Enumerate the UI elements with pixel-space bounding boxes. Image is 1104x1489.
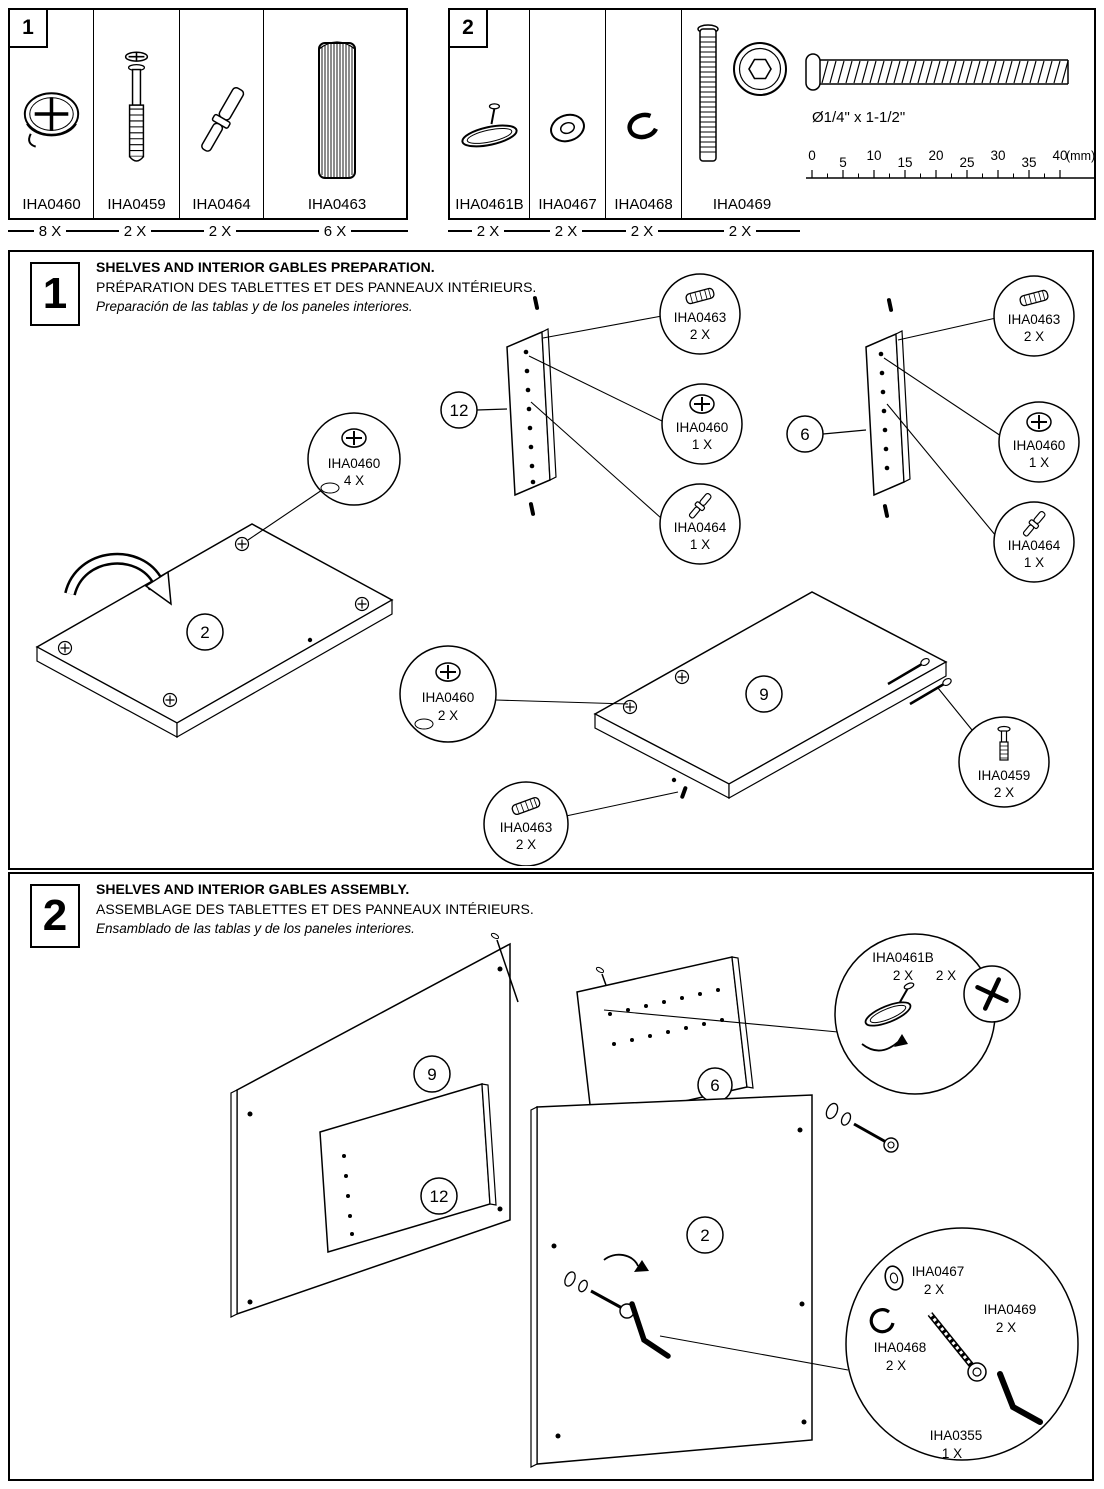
callout-p12-dowel	[660, 274, 740, 354]
cam-lock-icon	[436, 663, 460, 681]
svg-text:2 X: 2 X	[995, 1320, 1017, 1335]
part-label: IHA0459	[107, 196, 166, 213]
part-label: IHA0468	[614, 196, 673, 213]
hardware-box-2	[448, 8, 1096, 220]
callout-p12-pin	[660, 484, 740, 564]
hardware-item-iha0464	[180, 10, 264, 218]
mm-ruler	[806, 148, 1095, 178]
part-label: IHA0467	[538, 196, 597, 213]
step-2-number: 2	[30, 884, 80, 948]
cam-lock-icon	[1027, 413, 1051, 431]
panel-12-drawing	[507, 296, 556, 517]
svg-text:6: 6	[710, 1076, 720, 1095]
svg-text:IHA0464: IHA0464	[1007, 538, 1061, 553]
connector-bolt-icon	[682, 11, 802, 196]
step-1-number: 1	[30, 262, 80, 326]
nail-glide-icon	[450, 66, 529, 196]
callout-p6-pin	[994, 502, 1074, 582]
cam-lock-icon	[10, 36, 93, 196]
svg-text:IHA0463: IHA0463	[673, 310, 727, 325]
ruler-tick-label: 10	[866, 148, 882, 163]
svg-text:IHA0468: IHA0468	[873, 1340, 927, 1355]
wood-dowel-icon-wrap	[264, 10, 410, 196]
hardware-item-iha0467	[530, 10, 606, 218]
hardware-item-iha0463	[264, 10, 410, 218]
svg-text:IHA0463: IHA0463	[1007, 312, 1061, 327]
cam-bolt-icon-wrap	[94, 10, 179, 196]
connector-bolt-icon-wrap	[682, 10, 802, 196]
svg-text:1 X: 1 X	[1023, 555, 1045, 570]
screw-spec-and-ruler	[802, 10, 1098, 218]
ruler-tick-label: 25	[959, 155, 975, 170]
screw-spec-label: Ø1/4" x 1-1/2"	[812, 109, 906, 126]
svg-text:1 X: 1 X	[1028, 455, 1050, 470]
svg-text:IHA0459: IHA0459	[977, 768, 1031, 783]
ruler-tick-label: 40	[1052, 148, 1068, 163]
panel-12-number	[441, 392, 507, 428]
qty-label: 2 X	[208, 222, 232, 240]
svg-text:2 X: 2 X	[437, 708, 459, 723]
panel-2-number	[687, 1217, 723, 1253]
ruler-tick-label: 15	[897, 155, 913, 170]
svg-text:IHA0460: IHA0460	[327, 456, 381, 471]
svg-text:2 X: 2 X	[892, 968, 914, 983]
qty-label: 2 X	[476, 222, 500, 240]
hardware-item-iha0469	[682, 10, 802, 218]
panel-2-number	[187, 614, 223, 650]
panel-6-number	[787, 416, 866, 452]
svg-text:1 X: 1 X	[941, 1446, 963, 1461]
lock-washer-icon	[606, 66, 681, 196]
part-label: IHA0469	[712, 196, 772, 213]
ruler-unit-label: (mm)	[1066, 149, 1096, 163]
hardware-box-1-number: 1	[10, 10, 48, 48]
flat-washer-icon-wrap	[530, 10, 605, 196]
svg-text:1 X: 1 X	[691, 437, 713, 452]
ruler-tick-label: 20	[928, 148, 944, 163]
svg-text:IHA0460: IHA0460	[421, 690, 475, 705]
flat-washer-icon	[530, 66, 605, 196]
hardware-box-2-quantities	[448, 221, 800, 241]
hardware-item-iha0468	[606, 10, 682, 218]
panel-9-number	[746, 676, 782, 712]
lock-washer-icon-wrap	[606, 10, 681, 196]
ruler-tick-label: 35	[1021, 155, 1037, 170]
svg-text:IHA0461B: IHA0461B	[872, 950, 934, 965]
svg-text:2 X: 2 X	[515, 837, 537, 852]
callout-p9-dowel	[484, 782, 568, 866]
svg-text:IHA0469: IHA0469	[983, 1302, 1037, 1317]
svg-text:9: 9	[427, 1065, 437, 1084]
svg-text:1 X: 1 X	[689, 537, 711, 552]
step-1-title-fr: PRÉPARATION DES TABLETTES ET DES PANNEAUX INTÉRIEURS.	[96, 279, 537, 295]
lag-screw-drawing	[806, 54, 1068, 90]
svg-text:IHA0464: IHA0464	[673, 520, 727, 535]
svg-text:9: 9	[759, 685, 769, 704]
hardware-box-2-number: 2	[450, 10, 488, 48]
callout-p12-cam	[662, 384, 742, 464]
step2-diagram	[10, 874, 1092, 1477]
svg-text:IHA0463: IHA0463	[499, 820, 553, 835]
callout-p2-cam	[308, 413, 400, 505]
step-2-title-es: Ensamblado de las tablas y de los paneles interiores.	[96, 921, 415, 936]
cam-lock-icon	[342, 429, 366, 447]
callout-bolt-hardware	[846, 1228, 1078, 1461]
qty-label: 2 X	[728, 222, 752, 240]
svg-text:2: 2	[700, 1226, 710, 1245]
svg-text:2 X: 2 X	[1023, 329, 1045, 344]
part-label: IHA0460	[22, 196, 81, 213]
panel-6-number	[698, 1068, 732, 1102]
panel-6-drawing	[866, 298, 910, 519]
qty-label: 8 X	[38, 222, 62, 240]
part-label: IHA0463	[307, 196, 367, 213]
dowel-pin-icon	[180, 36, 263, 196]
svg-text:2 X: 2 X	[689, 327, 711, 342]
svg-text:IHA0355: IHA0355	[929, 1428, 983, 1443]
svg-text:IHA0460: IHA0460	[1012, 438, 1066, 453]
ruler-tick-label: 5	[839, 155, 847, 170]
svg-text:2 X: 2 X	[923, 1282, 945, 1297]
step-2-section	[8, 872, 1094, 1481]
svg-text:2: 2	[200, 623, 210, 642]
dowel-pin-icon-wrap	[180, 10, 263, 196]
bolt-washer-assembly-top	[824, 1102, 898, 1152]
callout-p9-bolt	[959, 717, 1049, 807]
cam-bolt-icon	[94, 36, 179, 196]
ruler-tick-label: 30	[990, 148, 1006, 163]
part-label: IHA0464	[192, 196, 251, 213]
part-label: IHA0461B	[455, 196, 524, 213]
qty-label: 2 X	[630, 222, 654, 240]
hardware-box-1	[8, 8, 408, 220]
ruler-drawing	[802, 10, 1098, 218]
svg-text:IHA0467: IHA0467	[911, 1264, 965, 1279]
svg-text:4 X: 4 X	[343, 473, 365, 488]
step-1-title-en: SHELVES AND INTERIOR GABLES PREPARATION.	[96, 259, 435, 275]
qty-label: 2 X	[554, 222, 578, 240]
step-1-section	[8, 250, 1094, 870]
svg-text:2 X: 2 X	[885, 1358, 907, 1373]
step-2-title-en: SHELVES AND INTERIOR GABLES ASSEMBLY.	[96, 881, 410, 897]
panel-12-number	[421, 1178, 457, 1214]
step-2-title-fr: ASSEMBLAGE DES TABLETTES ET DES PANNEAUX INTÉRIEURS.	[96, 901, 534, 917]
callout-p9-cam	[400, 646, 496, 742]
wood-dowel-icon	[264, 21, 410, 196]
callout-p6-dowel	[994, 276, 1074, 356]
svg-text:IHA0460: IHA0460	[675, 420, 729, 435]
qty-label: 2 X	[123, 222, 147, 240]
svg-text:12: 12	[429, 1187, 449, 1206]
hardware-item-iha0459	[94, 10, 180, 218]
step1-diagram	[10, 252, 1092, 866]
svg-text:2 X: 2 X	[993, 785, 1015, 800]
ruler-tick-label: 0	[808, 148, 816, 163]
svg-text:6: 6	[800, 425, 810, 444]
qty-label: 6 X	[323, 222, 347, 240]
svg-text:12: 12	[449, 401, 469, 420]
cam-lock-icon	[690, 395, 714, 413]
screwdriver-qty-label: 2 X	[935, 968, 957, 983]
callout-glide	[835, 934, 1020, 1094]
step-1-title-es: Preparación de las tablas y de los paneles interiores.	[96, 299, 413, 314]
hardware-box-1-quantities	[8, 221, 408, 241]
callout-p6-cam	[999, 402, 1079, 482]
panel-9-number	[414, 1056, 450, 1092]
